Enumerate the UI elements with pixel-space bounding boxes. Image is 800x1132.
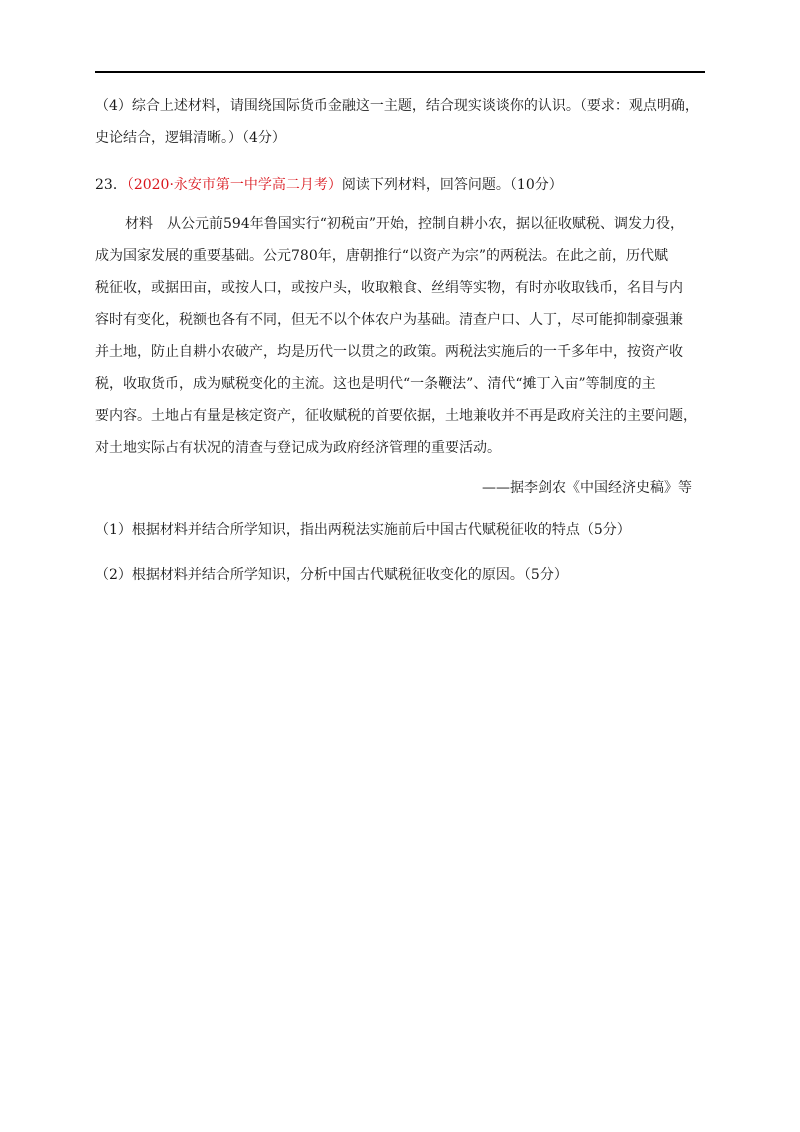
q22-sub4-line1: （4）综合上述材料，请围绕国际货币金融这一主题，结合现实谈谈你的认识。（要求：观点明确， [95, 98, 699, 114]
material-line: 要内容。土地占有量是核定资产，征收赋税的首要依据，土地兼收并不再是政府关注的主要问题， [95, 408, 697, 424]
source-tag: （2020·永安市第一中学高二月考） [126, 177, 342, 193]
material-line: 并土地，防止自耕小农破产，均是历代一以贯之的政策。两税法实施后的一千多年中，按资产收 [95, 344, 683, 360]
material-line: 税征收，或据田亩，或按人口，或按户头，收取粮食、丝绢等实物，有时亦收取钱币，名目与内 [95, 280, 683, 296]
material-line: 容时有变化，税额也各有不同，但无不以个体农户为基础。清查户口、人丁，尽可能抑制豪强兼 [95, 312, 683, 328]
material-line: 材料 从公元前594年鲁国实行“初税亩”开始，控制自耕小农，据以征收赋税、调发力役， [125, 216, 685, 232]
material-line: 税，收取货币，成为赋税变化的主流。这也是明代“一条鞭法”、清代“摊丁入亩”等制度的主 [95, 376, 656, 392]
q23-sub2: （2）根据材料并结合所学知识，分析中国古代赋税征收变化的原因。（5分） [95, 567, 568, 583]
header-rule [95, 71, 705, 73]
material-line: 对土地实际占有状况的清查与登记成为政府经济管理的重要活动。 [95, 440, 501, 456]
q22-sub4-line2: 史论结合，逻辑清晰。）（4分） [95, 130, 286, 146]
q23-sub1: （1）根据材料并结合所学知识，指出两税法实施前后中国古代赋税征收的特点（5分） [95, 522, 631, 538]
question-instruction: 阅读下列材料，回答问题。（10分） [341, 177, 563, 193]
citation: ——据李剑农《中国经济史稿》等 [482, 480, 692, 496]
question-number: 23． [95, 177, 127, 193]
q23-header [95, 175, 715, 195]
material-line: 成为国家发展的重要基础。公元780年，唐朝推行“以资产为宗”的两税法。在此之前，历代赋 [95, 248, 669, 264]
